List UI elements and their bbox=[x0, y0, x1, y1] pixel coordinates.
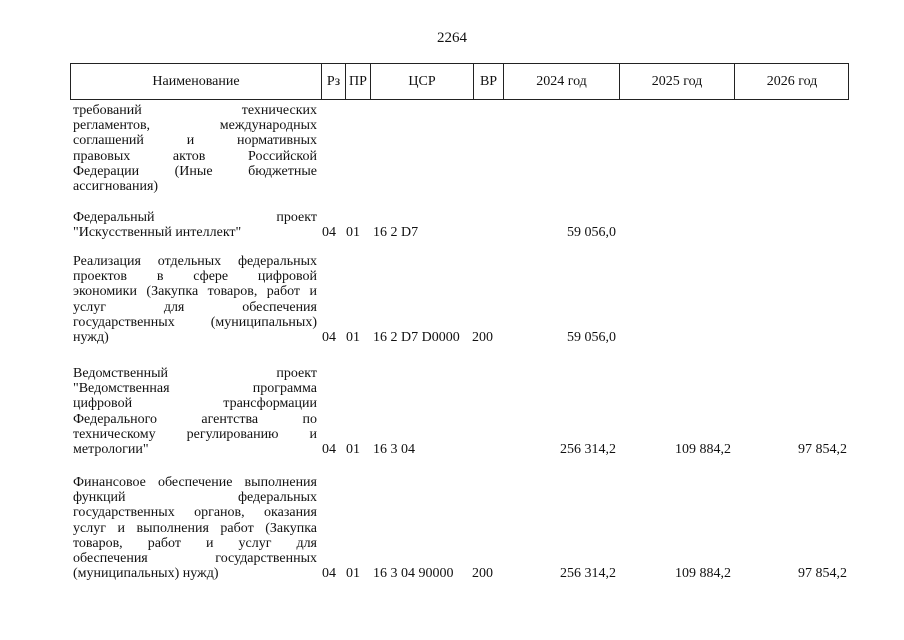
row-vr: 200 bbox=[472, 330, 493, 345]
row-name-line: (муниципальных) нужд) bbox=[73, 566, 219, 582]
row-2024: 59 056,0 bbox=[567, 330, 616, 345]
table-header bbox=[70, 63, 849, 100]
row-name-line: техническому регулированию и bbox=[73, 426, 317, 442]
header-name: Наименование bbox=[152, 74, 240, 89]
row-name bbox=[73, 475, 317, 581]
row-name-line: "Искусственный интеллект" bbox=[73, 225, 242, 241]
row-vr: 200 bbox=[472, 566, 493, 582]
row-name-line: услуг для обеспечения bbox=[73, 299, 317, 315]
row-name-line: Федеральный проект bbox=[73, 210, 317, 225]
header-rz: Рз bbox=[321, 64, 345, 99]
row-rz: 04 bbox=[322, 225, 336, 241]
row-name-line: метрологии" bbox=[73, 442, 149, 458]
row-2026: 97 854,2 bbox=[798, 566, 847, 582]
row-name-line: регламентов, международных bbox=[73, 118, 317, 134]
row-name-line: "Ведомственная программа bbox=[73, 381, 317, 397]
header-vr: ВР bbox=[473, 64, 503, 99]
header-pr: ПР bbox=[345, 64, 370, 99]
row-rz: 04 bbox=[322, 566, 336, 582]
row-name-line: Финансовое обеспечение выполнения bbox=[73, 475, 317, 490]
row-pr: 01 bbox=[346, 330, 360, 345]
row-csr: 16 2 D7 bbox=[373, 225, 419, 241]
row-name bbox=[73, 210, 317, 240]
row-name-line: соглашений и нормативных bbox=[73, 133, 317, 149]
header-2026: 2026 год bbox=[734, 64, 849, 99]
row-rz: 04 bbox=[322, 330, 336, 345]
row-2024: 256 314,2 bbox=[560, 566, 616, 582]
header-2025: 2025 год bbox=[619, 64, 734, 99]
row-name-line: проектов в сфере цифровой bbox=[73, 269, 317, 285]
row-name bbox=[73, 366, 317, 457]
row-2026: 97 854,2 bbox=[798, 442, 847, 457]
row-2024: 59 056,0 bbox=[567, 225, 616, 241]
row-2024: 256 314,2 bbox=[560, 442, 616, 457]
row-2025: 109 884,2 bbox=[675, 442, 731, 457]
row-name-line: ассигнования) bbox=[73, 179, 159, 195]
row-name-line: требований технических bbox=[73, 103, 317, 118]
row-name-line: государственных (муниципальных) bbox=[73, 314, 317, 330]
row-name-line: Федерального агентства по bbox=[73, 411, 317, 427]
row-name-line: цифровой трансформации bbox=[73, 396, 317, 412]
page-number: 2264 bbox=[437, 30, 467, 46]
header-2024: 2024 год bbox=[503, 64, 619, 99]
row-name-line: товаров, работ и услуг для bbox=[73, 535, 317, 551]
row-2025: 109 884,2 bbox=[675, 566, 731, 582]
row-name-line: экономики (Закупка товаров, работ и bbox=[73, 284, 317, 300]
row-name bbox=[73, 103, 317, 194]
row-name-line: правовых актов Российской bbox=[73, 148, 317, 164]
row-pr: 01 bbox=[346, 225, 360, 241]
row-name-line: обеспечения государственных bbox=[73, 551, 317, 567]
row-csr: 16 3 04 90000 bbox=[373, 566, 454, 582]
row-name-line: нужд) bbox=[73, 330, 109, 346]
row-name-line: Реализация отдельных федеральных bbox=[73, 254, 317, 269]
row-csr: 16 3 04 bbox=[373, 442, 415, 457]
row-name-line: услуг и выполнения работ (Закупка bbox=[73, 520, 317, 536]
row-name-line: государственных органов, оказания bbox=[73, 505, 317, 521]
row-rz: 04 bbox=[322, 442, 336, 457]
header-csr: ЦСР bbox=[370, 64, 473, 99]
row-name-line: Федерации (Иные бюджетные bbox=[73, 163, 317, 179]
row-name bbox=[73, 254, 317, 345]
row-csr: 16 2 D7 D0000 bbox=[373, 330, 460, 345]
row-name-line: Ведомственный проект bbox=[73, 366, 317, 381]
row-name-line: функций федеральных bbox=[73, 490, 317, 506]
row-pr: 01 bbox=[346, 566, 360, 582]
row-pr: 01 bbox=[346, 442, 360, 457]
